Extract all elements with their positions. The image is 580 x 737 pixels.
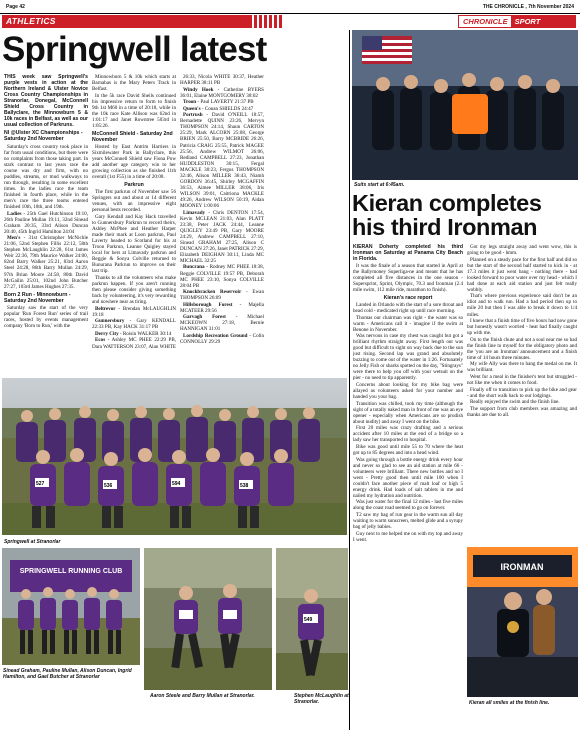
story1-c3p9: Hillsborough Forest - Majella MCATEER 29:56 xyxy=(180,301,264,314)
story1-c2sub1: McConnell Shield - Saturday 2nd November xyxy=(92,130,173,143)
chronicle-sport-logo xyxy=(458,15,576,28)
story2-p2: Landed in Orlando with the start of a sore throat and head cold - medicated right up until race morning. xyxy=(353,301,463,314)
story1-c2p6: Thanks to all the volunteers who make parkrun happen. If you aren't running then please consider giving something back by volunteering, it's very rewarding and nowhere near as tiring. xyxy=(92,275,176,306)
bib-538: 538 xyxy=(240,483,249,489)
bib-594: 594 xyxy=(172,481,181,487)
story2-p4: Was nervous in case my chest was caught but got a brilliant rhythm straight away. First length out was good but difficult to sight on way back due to the sun just rising. Second lap was grand and absolutely buzzing to come out of the water in 1:26. Fortunately no Jelly Fish or sharks spotted on the day, "Stingrays" were there to help you off with your wetsuit on the pier - no need to tip apparently. xyxy=(353,333,463,382)
aaron-barry-caption: Aaron Steele and Barry Mullan at Stranorlar. xyxy=(150,693,255,699)
story1-intro: THIS week saw Springwell's purple vests in action at the Northern Ireland & Ulster Novice Cross Country Championships in Stranorlar, Donegal, McConnell Shield Cross Country in Ballyclare, the Minnowburn 5 & 10k races in Belfast, as well as our usual collection of Parkruns. xyxy=(4,74,88,129)
story2-p8: Bike was good until mile 55 to 70 where the heat got up to 85 degrees and into a head wind. xyxy=(353,444,463,457)
story2-sub1: Kieran's race report xyxy=(383,294,433,301)
bib-549: 549 xyxy=(304,617,313,623)
bib-536: 536 xyxy=(104,483,113,489)
story1-p4: Saturday saw the start of the very popular 'Run Forest Run' series of trail races, hosted by events management company 'Born to Run,' with the xyxy=(4,304,88,329)
story1-c2p8: Gunnersbury - Gary KENDALL 22:33 PB, Kay HACK 31:17 PB xyxy=(92,318,176,331)
story1-c2p5: Gary Kendall and Kay Hack travelled to Gunnersbury Parkrun to record theirs, Ashley McPhee and Heather Harper made their mark at Loon parkrun, Paul Laverty headed to Scotland for his at Troon Parkrun, Leanne Quigley stayed local for hers at Limavady parkrun and Reggie & Sonya Colville returned to Bunurana Parkrun to improve on their last trip. xyxy=(92,214,176,275)
bib-527: 527 xyxy=(36,481,45,487)
story2-p14: Planned on a steady pace for the first half and did so but the start of the second half started to kick in - at 17.3 miles it just went bang - nothing there - had looked forward to poor water over my head - which I had done at each aid station and just felt really wobbly. xyxy=(467,256,577,293)
story1-c3p4: Queen's - Conan SHIELDS 24:47 xyxy=(183,105,254,112)
story1-c3p2: Windy Hoek - Catherine BYERS 36:01, Elaine MONTGOMERY 38:02 xyxy=(180,86,264,99)
brand-part2: SPORT xyxy=(511,16,575,27)
ironman-sign: IRONMAN xyxy=(500,562,544,572)
stephen-photo-image xyxy=(276,548,348,690)
paper-dateline: THE CHRONICLE , 7th November 2024 xyxy=(482,4,574,10)
story2-p10: Was just water for the final 12 miles - last five miles along the coast road seemed to go on forever. xyxy=(353,499,463,512)
story1-c3p10: Garvagh Forest - Michael MCKEOWN 27:18, Bernie HANNIGAN 31:01 xyxy=(180,314,264,333)
story1-c3p7: Buncrana - Rodney MC PHEE 18:38, Reggie COLVILLE 19:57 PB, Deborah MC PHEE 23:10, Sonya COLVILLE 28:04 PB xyxy=(180,264,264,289)
story2-p15: That's where previous experience said don't be an idiot and to walk run. Had a bad period then up to mile 20 but then I was able to break it down to 1/4 miles. xyxy=(467,293,577,318)
story2-p6: Transition was chilled, took my time (although the sight of a totally naked man in front of me was an eye opener - especially when Americans are so prudish about nudity) and away I went on the bike. xyxy=(353,400,463,425)
team-photo-caption: Springwell at Stranorlar xyxy=(4,539,61,545)
story2-p21: Really enjoyed the swim and the finish line. xyxy=(470,399,560,406)
story1-p3: Men's - 31st Christopher McNichle 21:06, 52nd Stephen Fillis 22:12, 58th Stephen McLaughlin 22:28, 61st James Weir 22:36, 79th Maurice Walker 24:00, 82nd Barry Walker 25:21, 83rd Aaron Steel 24:28, 86th Barry Mullan 24:29, 97th Brian Moore 24:58, 80th David McGailin 25:01, 102nd John Butcher 27:27, 103rd James Hughes 27:35. xyxy=(4,235,88,290)
story1-p1: Saturday's cross country took place in far from usual conditions, but there were no complaints from those taking part. In stark contrast to last years race the course was dry and firm, with no puddles, streams, or mud walkways to run through, resulting in some excellent times. In the ladies race the team finished in fourth place, while in the men's race the three teams entered finished 10th, 18th, and 19th. xyxy=(4,143,88,210)
brand-part1: CHRONICLE xyxy=(459,16,511,27)
story1-c3p3: Troon - Paul LAVERTY 21:37 PB xyxy=(183,99,254,106)
story2-headline: Kieran completes his third Ironman xyxy=(352,190,542,240)
suits-photo-image xyxy=(352,30,578,180)
story1-c2p4: The first parkrun of November saw 56 Springers out and about at 14 different venues, with an impressive eight personal bests recorded. xyxy=(92,189,176,214)
section-stripe xyxy=(252,15,282,28)
aaron-barry-photo-image xyxy=(144,548,272,690)
story2-p16: I knew that a finish time of five hours had now gone but honestly wasn't worried - heat had finally caught up with me. xyxy=(467,318,577,337)
story1-sub2: Born 2 Run - Minnowburn - Saturday 2nd November xyxy=(4,291,71,304)
story1-sub1: NI @Ulster XC Championships - Saturday 2nd November xyxy=(4,130,83,143)
story2-column-2 xyxy=(467,244,577,534)
story2-p13: Got my legs straight away and went wow, this is going to be good - hmm. xyxy=(467,244,577,257)
story2-p22: The support from club members was amazing and thanks are due to all. xyxy=(467,405,577,418)
story2-column-1 xyxy=(353,244,463,737)
story1-c2p2: In the 5k race David Sheils continued his impressive return to form to finish 9th 1st M60 in a time of 20:18, while in the 10k race Kate Allison was 62nd in 1:01:17 and Janet Rowntree 503rd in 1:05:26. xyxy=(92,92,176,129)
ladies-photo xyxy=(2,548,140,665)
story1-c2p10: Ecos - Ashley MC PHEE 22:29 PB, Dara WATTERSON 23:07, Alan WHITE xyxy=(92,337,176,350)
story1-c2p1: Minnowburn 5 & 10k which starts at Barnabas is the Mary Peters Track in Belfast. xyxy=(92,74,176,93)
stephen-caption: Stephen McLaughlin at Stranorlar. xyxy=(294,693,349,705)
finish-line-photo xyxy=(467,547,578,697)
story2-p7: First 20 miles was crazy drafting and a serious accident after 10 miles at the end of a bridge so a lady saw her transported to hospital. xyxy=(353,425,463,444)
story1-p2: Ladies - 25th Gael Hutchinson 19:10, 26th Pauline Mullan 19:11, 32nd Sinead Graham 20:35, 33rd Alison Duncan 20:40, 45th Ingrid Hamilton 24:04 xyxy=(4,210,88,235)
story2-p11: T2 saw my bag of run gear in the warm sun all day waiting to warm sunscreen, melted glide and a syrupy bag of jelly babies. xyxy=(353,512,463,531)
story1-c2p7: Beltrevor - Brendan McLAUGHLIN 19:18 xyxy=(92,305,176,318)
page-number: Page 42 xyxy=(6,4,25,10)
story1-c2p3: Hosted by East Antrim Harriers in Sixmilewater Park in Ballyclare, this years McConnell Shield saw Fiona Pow add another age category win to her growing collection as she finished 11th overall (1st F55) in a time of 20:08. xyxy=(92,144,176,181)
story2-p1: It was the finale of a season that started in April at the Ballymoney Superliga-ne and meant that he has completed all five distances in the one season - Supersprint, Sprint, Olympic, 70.3 and Ironman (2.4 mile swim, 112 mile ride, marathon to finish). xyxy=(353,262,463,293)
story1-headline: Springwell latest xyxy=(2,30,267,69)
story2-p20: Finally off to transition to pick up the bike and gear - and the short walk back to our lodgings. xyxy=(467,386,577,399)
finish-line-photo-image xyxy=(467,547,578,697)
section-bar xyxy=(2,15,282,28)
ladies-photo-image xyxy=(2,548,140,665)
story1-c3p6: Limavady - Chris DENTON 17:54, Kevin MCLEAN 21:03, Alan PLATT 23:38, Peter JACK 24:44, Leanne QUIGLEY 23:49 PB, Gary MOORE 24:29, Andrew CAMPBELL 27:10, Sinead GRAHAM 27:25, Alison C DUNCAN 27:26, Janet PATRICK 27:29, Elizabeth DEIGHAN 30:11, Linda MC MICHAEL 32:25 xyxy=(180,209,264,264)
story1-c3p5: Portrush - David O'NEILL 18:57, Bernadette QUINN 23:26, Mervyn THOMPSON 24:14, Shaun CARTON 25:29, Mark ALCORN 25:08, George BRIEN 25:50, Barry MCBRIDE 26:26, Patricia CRAIG 25:55, Patrick MAGEE 25:56, Andrew WILMOT 26:06, Redland CAMPBELL 27:23, Jonathan HUDDLESTON 30:15, Fergal MACKLE 30:23, Fergus THOMPSON 32:46, Alison MILLER 36:43, Niamh GORDON 36:45, Shirley MCGAFFIN 36:53, Aimee MILLER 38:06, Iris WILSON 39:01, Caitriona MACKLE 49:26, Andrew WILSON 50:19, Aidan MOONEY 1:00:06 xyxy=(180,112,264,209)
stephen-photo xyxy=(276,548,348,690)
finish-line-caption: Kieran all smiles at the finish line. xyxy=(469,700,550,706)
story1-c3p1: 26:33, Nicola WHITE 30:37, Heather HARPER 38:11 PB xyxy=(180,74,264,87)
story1-c2sub2: Parkrun xyxy=(124,182,144,189)
story1-c2p9: Derry City - Roisin WALKER 30:14 xyxy=(95,330,172,337)
story2-p12: Guy next to me helped me on with my top and away I went. xyxy=(353,530,463,543)
ladies-photo-caption: Sinead Graham, Pauline Mullan, Alison Duncan, Ingrid Hamilton, and Gael Butcher at Stranorlar xyxy=(3,668,132,680)
aaron-barry-photo xyxy=(144,548,272,690)
story2-p9: Was going through a bottle energy drink every hour and never so glad to see an aid station at mile 66 - volunteers were brilliant. There new bottles and no I went - Pretty good then until mile 100 when I couldn't face another piece of malt loaf or high 5 energy drink. Had loads of salt tablets in me and nailed my hydration and nutrition. xyxy=(353,456,463,499)
suits-photo xyxy=(352,30,578,180)
section-label: ATHLETICS xyxy=(6,16,56,26)
suits-photo-caption: Suits start at 6:45am. xyxy=(354,182,405,188)
team-photo-image xyxy=(2,378,347,535)
story2-p19: Went for a meal in the finisher's tent but struggled - not like me when it comes to food. xyxy=(467,373,577,387)
story1-c3p8: Knockbracken Reservoir - Ewan THOMPSON 26:09 xyxy=(180,289,264,302)
story2-p17: On to the finish chute and not a soul near me so had the finish line to myself for the obligatory photo and the 'you are an Ironman' announcement and a finish time of 14 hours three minutes. xyxy=(467,336,577,361)
team-photo xyxy=(2,378,347,535)
story1-c3p11: Lordship Recreation Ground - Colin CONNOLLY 29:29 xyxy=(180,332,264,346)
column-divider xyxy=(349,30,350,730)
story2-p3: Thomas our chairman was right - the water was so warm - Americans call it - imagine if the swim at Benone in November. xyxy=(353,314,463,333)
club-banner-text: SPRINGWELL RUNNING CLUB xyxy=(19,568,123,575)
story2-p18: My wife Ally was there to hang the medal on me. It was brilliant. xyxy=(467,361,577,374)
page-folio xyxy=(0,0,580,14)
story2-lead: KIERAN Doherty completed his third Ironman on Saturday at Panama City Beach in Florida. xyxy=(353,244,463,263)
story2-p5: Concerns about looking for my bike bag were allayed as volunteers asked for your number and handed you your bag. xyxy=(353,382,463,401)
